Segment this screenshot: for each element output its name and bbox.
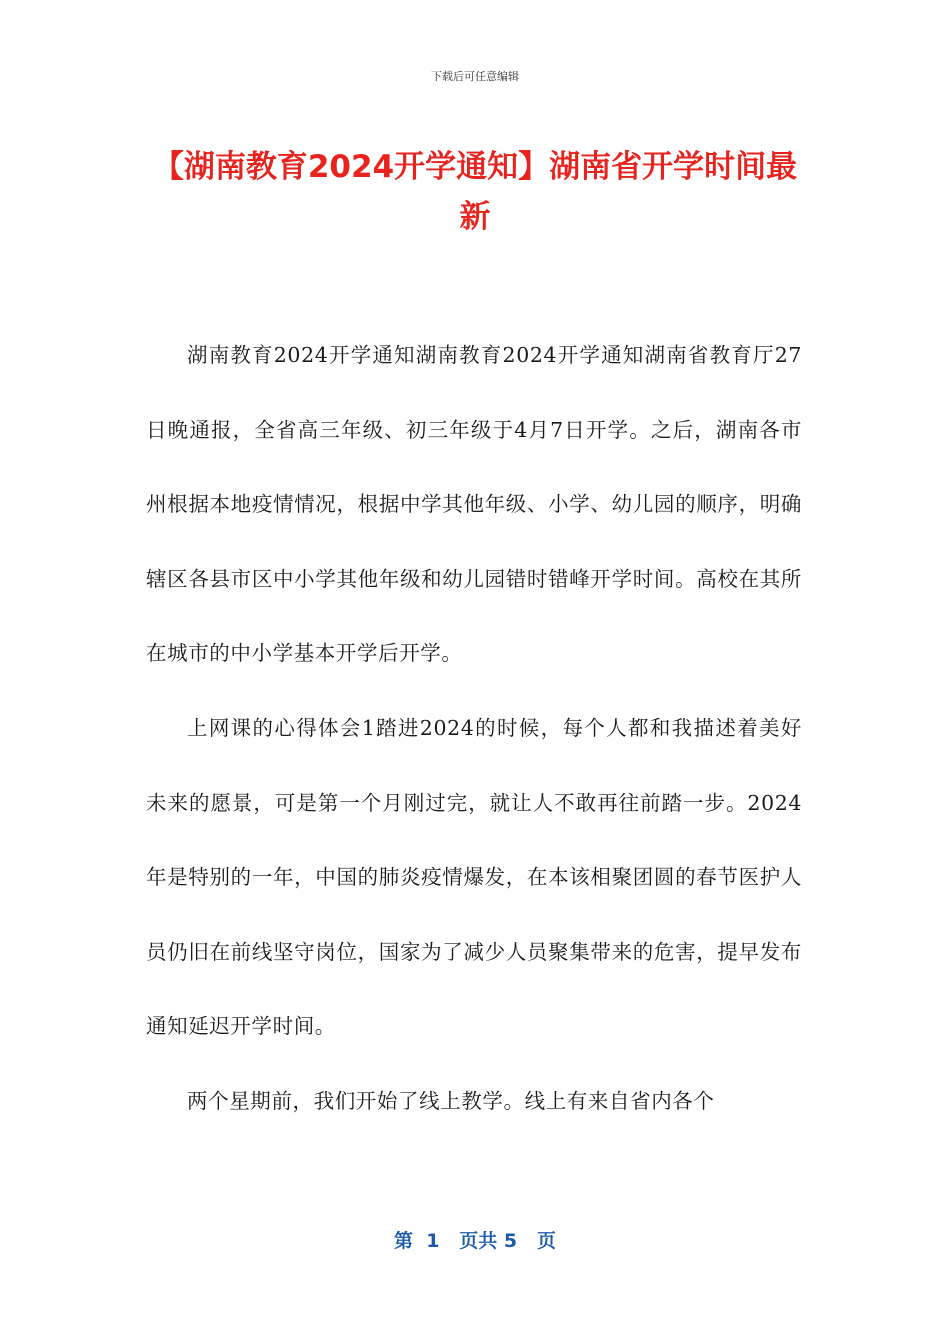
- document-body: [146, 318, 802, 1139]
- paragraph: 两个星期前，我们开始了线上教学。线上有来自省内各个: [187, 1088, 715, 1113]
- paragraph: 湖南教育2024开学通知湖南教育2024开学通知湖南省教育厅27日晚通报，全省高三年级、初三年级于4月7日开学。之后，湖南各市州根据本地疫情情况，根据中学其他年级、小学、幼儿园的顺序，明确辖区各县市区中小学其他年级和幼儿园错时错峰开学时间。高校在其所在城市的中小学基本开学后开学。: [146, 343, 802, 666]
- page-number: 第 1 页共 5 页: [394, 1230, 556, 1252]
- document-title: 【湖南教育2024开学通知】湖南省开学时间最新: [152, 149, 798, 235]
- header-note: 下载后可任意编辑: [431, 70, 519, 83]
- paragraph: 上网课的心得体会1踏进2024的时候，每个人都和我描述着美好未来的愿景，可是第一个月刚过完，就让人不敢再往前踏一步。2024年是特别的一年，中国的肺炎疫情爆发，在本该相聚团圆的春节医护人员仍旧在前线坚守岗位，国家为了减少人员聚集带来的危害，提早发布通知延迟开学时间。: [146, 715, 802, 1039]
